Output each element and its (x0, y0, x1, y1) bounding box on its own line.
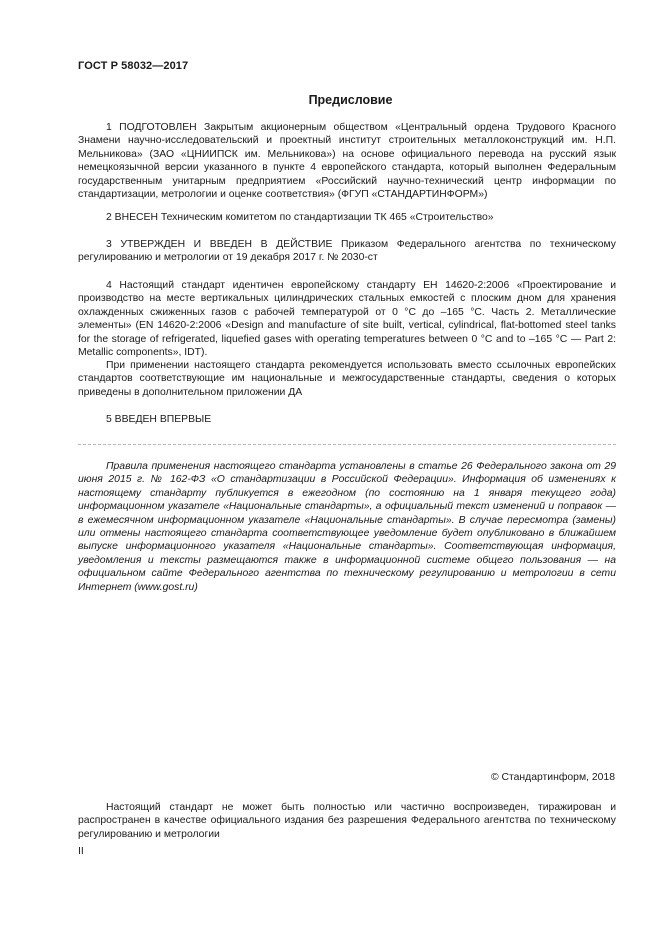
document-code: ГОСТ Р 58032—2017 (78, 60, 189, 72)
paragraph-3-approved: 3 УТВЕРЖДЕН И ВВЕДЕН В ДЕЙСТВИЕ Приказом Федерального агентства по техническому регулированию и метрологии от 19 декабря 2017 г. № 2030-ст (78, 239, 616, 264)
reproduction-notice: Настоящий стандарт не может быть полностью или частично воспроизведен, тиражирован и распространен в качестве официального издания без разрешения Федерального агентства по техническому регулированию и метрологии (78, 802, 616, 840)
paragraph-4-note: При применении настоящего стандарта рекомендуется использовать вместо ссылочных европейских стандартов соответствующие им национальные и межгосударственные стандарты, сведения о которых приведены в дополнительном приложении ДА (78, 360, 616, 398)
paragraph-4-identical: 4 Настоящий стандарт идентичен европейскому стандарту ЕН 14620-2:2006 «Проектирование и производство на месте вертикальных цилиндрических стальных емкостей с плоским дном для хранения охлажденных сжиженных газов с рабочей температурой от 0 °С до –165 °С. Часть 2. Металлические элементы» (EN 14620-2:2006 «Design and manufacture of site built, vertical, cylindrical, flat-bottomed steel tanks for the storage of refrigerated, liquefied gases with operating temperatures between 0 °C and to –165 °C — Part 2: Metallic components», IDT). (78, 280, 616, 359)
paragraph-1-prepared: 1 ПОДГОТОВЛЕН Закрытым акционерным обществом «Центральный ордена Трудового Красного Знамени научно-исследовательский и проектный институт строительных металлоконструкций им. Н.П. Мельникова» (ЗАО «ЦНИИПСК им. Мельникова») на основе официального перевода на русский язык немецкоязычной версии указанного в пункте 4 европейского стандарта, который выполнен Федеральным государственным унитарным предприятием «Российский научно-технический центр информации по стандартизации, метрологии и оценке соответствия» (ФГУП «СТАНДАРТИНФОРМ») (78, 122, 616, 201)
paragraph-5-introduced: 5 ВВЕДЕН ВПЕРВЫЕ (106, 414, 212, 425)
separator-line (78, 444, 616, 445)
copyright-notice: © Стандартинформ, 2018 (490, 772, 615, 783)
page-number: II (78, 846, 84, 857)
page-title: Предисловие (308, 93, 393, 107)
application-rules-text: Правила применения настоящего стандарта установлены в статье 26 Федерального закона от 29 июня 2015 г. № 162-ФЗ «О стандартизации в Российской Федерации». Информация об изменениях к настоящему стандарту публикуется в ежегодном (по состоянию на 1 января текущего года) информационном указателе «Национальные стандарты», а официальный текст изменений и поправок — в ежемесячном информационном указателе «Национальные стандарты». В случае пересмотра (замены) или отмены настоящего стандарта соответствующее уведомление будет опубликовано в ближайшем выпуске информационного указателя «Национальные стандарты». Соответствующая информация, уведомления и тексты размещаются также в информационной системе общего пользования — на официальном сайте Федерального агентства по техническому регулированию и метрологии в сети Интернет (www.gost.ru) (78, 461, 616, 593)
paragraph-2-submitted: 2 ВНЕСЕН Техническим комитетом по стандартизации ТК 465 «Строительство» (106, 212, 494, 223)
